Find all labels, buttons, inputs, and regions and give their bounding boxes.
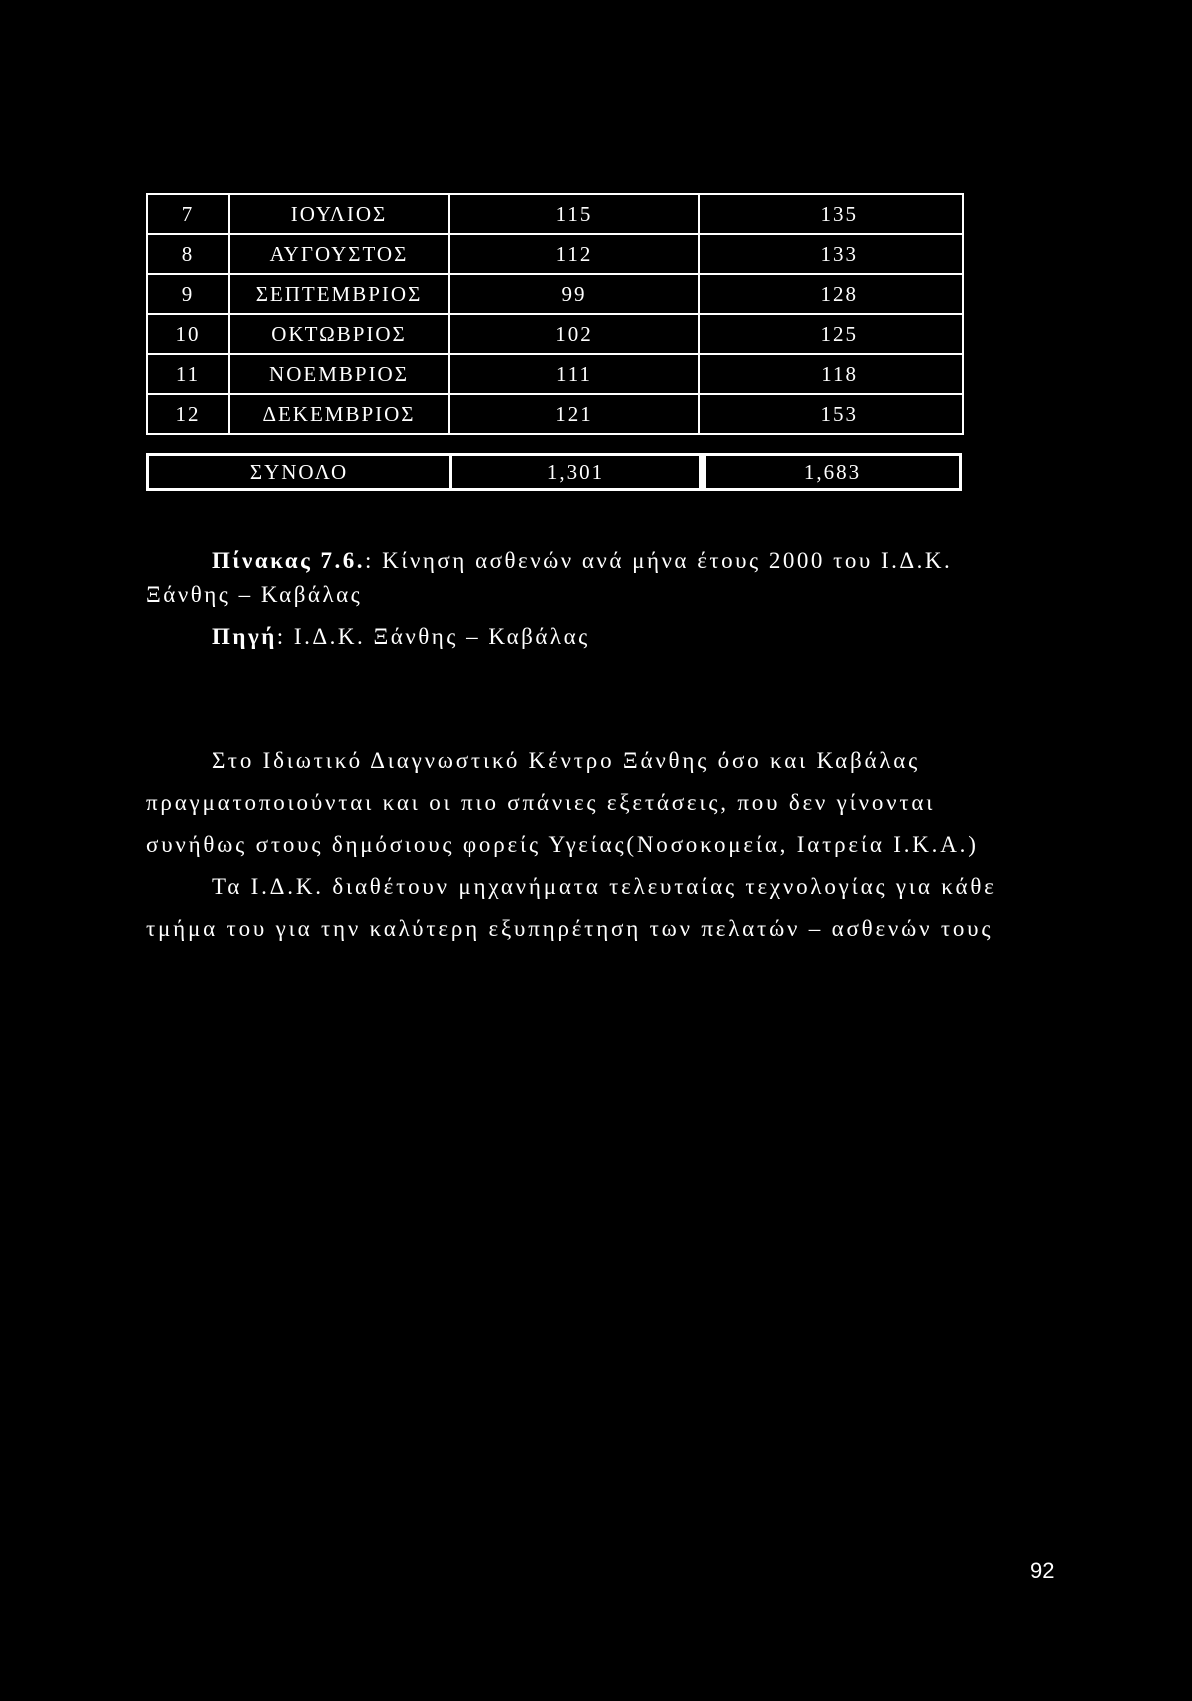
row-number: 10 bbox=[147, 314, 229, 354]
source-label: Πηγή bbox=[212, 624, 277, 649]
total-label: ΣΥΝΟΛΟ bbox=[146, 453, 452, 491]
row-value-b: 133 bbox=[699, 234, 963, 274]
row-value-b: 118 bbox=[699, 354, 963, 394]
paragraph-line: πραγματοποιούνται και οι πιο σπάνιες εξετάσεις, που δεν γίνονται bbox=[146, 790, 936, 815]
row-month: ΝΟΕΜΒΡΙΟΣ bbox=[229, 354, 449, 394]
months-table-grid bbox=[146, 193, 964, 435]
row-value-b: 128 bbox=[699, 274, 963, 314]
row-number: 7 bbox=[147, 194, 229, 234]
table-row bbox=[147, 354, 963, 394]
row-month: ΙΟΥΛΙΟΣ bbox=[229, 194, 449, 234]
row-value-b: 153 bbox=[699, 394, 963, 434]
source-text: : Ι.Δ.Κ. Ξάνθης – Καβάλας bbox=[276, 624, 590, 649]
table-row bbox=[147, 394, 963, 434]
table-row bbox=[147, 274, 963, 314]
caption-label: Πίνακας 7.6. bbox=[212, 548, 366, 573]
row-value-b: 135 bbox=[699, 194, 963, 234]
row-value-a: 112 bbox=[449, 234, 699, 274]
row-number: 8 bbox=[147, 234, 229, 274]
row-value-b: 125 bbox=[699, 314, 963, 354]
row-month: ΔΕΚΕΜΒΡΙΟΣ bbox=[229, 394, 449, 434]
row-number: 11 bbox=[147, 354, 229, 394]
table-row bbox=[147, 314, 963, 354]
total-value-b: 1,683 bbox=[702, 453, 962, 491]
row-value-a: 102 bbox=[449, 314, 699, 354]
row-value-a: 121 bbox=[449, 394, 699, 434]
total-value-a: 1,301 bbox=[452, 453, 702, 491]
caption-line-2: Ξάνθης – Καβάλας bbox=[146, 582, 363, 607]
row-month: ΑΥΓΟΥΣΤΟΣ bbox=[229, 234, 449, 274]
row-value-a: 115 bbox=[449, 194, 699, 234]
table-caption bbox=[212, 540, 992, 582]
monthly-patients-table bbox=[146, 193, 962, 484]
paragraph-line: συνήθως στους δημόσιους φορείς Υγείας(Νοσοκομεία, Ιατρεία Ι.Κ.Α.) bbox=[146, 832, 979, 857]
page-number: 92 bbox=[1030, 1558, 1055, 1583]
caption-text: : Κίνηση ασθενών ανά μήνα έτους 2000 του Ι.Δ.Κ. bbox=[365, 548, 953, 573]
paragraph-line: τμήμα του για την καλύτερη εξυπηρέτηση των πελατών – ασθενών τους bbox=[146, 916, 994, 941]
row-value-a: 111 bbox=[449, 354, 699, 394]
table-row bbox=[147, 234, 963, 274]
row-value-a: 99 bbox=[449, 274, 699, 314]
paragraph-line: Τα Ι.Δ.Κ. διαθέτουν μηχανήματα τελευταίας τεχνολογίας για κάθε bbox=[212, 874, 997, 899]
total-row bbox=[146, 453, 962, 493]
row-number: 12 bbox=[147, 394, 229, 434]
row-month: ΟΚΤΩΒΡΙΟΣ bbox=[229, 314, 449, 354]
table-source bbox=[212, 624, 590, 650]
row-number: 9 bbox=[147, 274, 229, 314]
row-month: ΣΕΠΤΕΜΒΡΙΟΣ bbox=[229, 274, 449, 314]
paragraph-line: Στο Ιδιωτικό Διαγνωστικό Κέντρο Ξάνθης όσο και Καβάλας bbox=[212, 748, 921, 773]
table-row bbox=[147, 194, 963, 234]
